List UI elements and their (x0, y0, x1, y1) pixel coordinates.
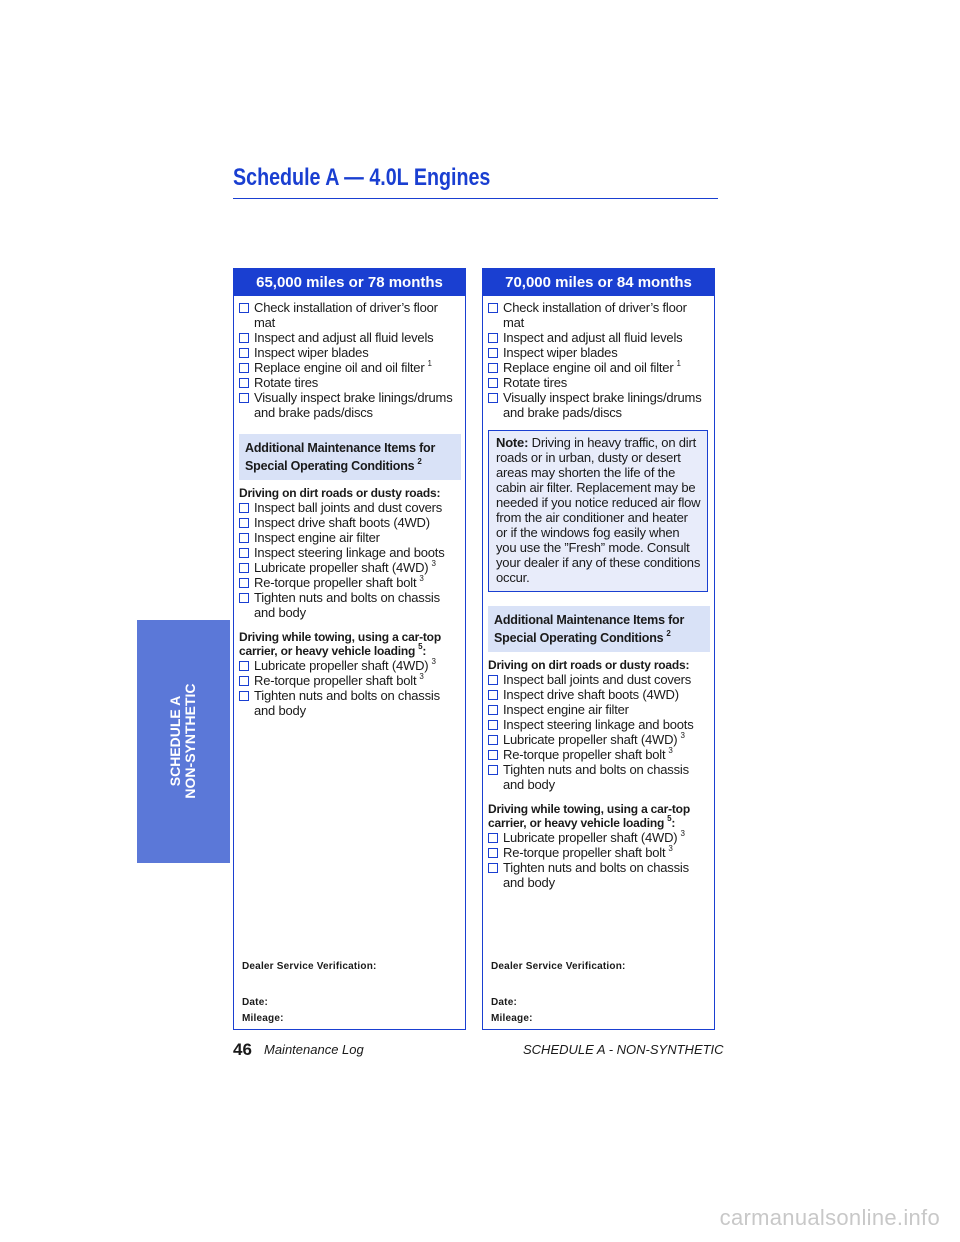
checkbox[interactable] (239, 578, 249, 588)
checkbox[interactable] (488, 348, 498, 358)
checklist-item-label: Tighten nuts and bolts on chassis and body (503, 860, 689, 890)
checklist-item-label: Inspect and adjust all fluid levels (503, 330, 683, 345)
footnote-ref: 3 (419, 672, 424, 681)
checklist-item-label: Re-torque propeller shaft bolt (254, 575, 417, 590)
checklist-item-label: Visually inspect brake linings/drums and brake pads/discs (254, 390, 453, 420)
schedule-column-70000 (482, 268, 715, 1030)
checklist-item-label: Re-torque propeller shaft bolt (503, 747, 666, 762)
footer-right: SCHEDULE A - NON-SYNTHETIC (523, 1042, 724, 1057)
title-rule (233, 198, 718, 199)
checklist-item-label: Re-torque propeller shaft bolt (503, 845, 666, 860)
footnote-ref: 3 (668, 844, 673, 853)
checkbox[interactable] (239, 503, 249, 513)
checkbox[interactable] (488, 378, 498, 388)
side-tab (137, 620, 230, 863)
checklist-item-label: Replace engine oil and oil filter (503, 360, 674, 375)
checklist-item (239, 515, 461, 530)
dealer-verification-label: Dealer Service Verification: (491, 961, 626, 972)
footnote-ref: 3 (680, 829, 685, 838)
checklist-item (488, 300, 710, 330)
footnote-ref: 1 (676, 359, 681, 368)
note-label: Note: (496, 435, 529, 450)
footnote-ref: 2 (666, 629, 671, 638)
dirt-roads-checklist (488, 672, 710, 792)
side-tab-line1: SCHEDULE A (167, 695, 183, 787)
checklist-item (488, 330, 710, 345)
additional-items-heading (488, 606, 710, 652)
checklist-item (239, 390, 461, 420)
checkbox[interactable] (488, 735, 498, 745)
checklist-item (488, 345, 710, 360)
routine-checklist (239, 300, 461, 420)
checklist-item-label: Inspect steering linkage and boots (254, 545, 445, 560)
mileage-label: Mileage: (491, 1013, 533, 1024)
footnote-ref: 3 (680, 731, 685, 740)
checkbox[interactable] (239, 691, 249, 701)
checklist-item-label: Inspect steering linkage and boots (503, 717, 694, 732)
checklist-item-label: Lubricate propeller shaft (4WD) (254, 560, 429, 575)
checkbox[interactable] (488, 393, 498, 403)
date-label: Date: (491, 997, 518, 1008)
checklist-item (239, 330, 461, 345)
column-body (234, 296, 465, 718)
towing-heading (239, 630, 461, 658)
checklist-item-label: Visually inspect brake linings/drums and brake pads/discs (503, 390, 702, 420)
checklist-item (239, 590, 461, 620)
checklist-item-label: Inspect drive shaft boots (4WD) (503, 687, 679, 702)
checklist-item (239, 688, 461, 718)
checkbox[interactable] (488, 765, 498, 775)
checklist-item (239, 345, 461, 360)
checklist-item-label: Tighten nuts and bolts on chassis and body (254, 590, 440, 620)
additional-heading-line2: Special Operating Conditions (494, 631, 664, 645)
checkbox[interactable] (488, 333, 498, 343)
footnote-ref: 5 (667, 814, 672, 823)
date-label: Date: (242, 997, 269, 1008)
checklist-item (488, 360, 710, 375)
watermark: carmanualsonline.info (719, 1205, 940, 1230)
towing-heading (488, 802, 710, 830)
checklist-item-label: Inspect and adjust all fluid levels (254, 330, 434, 345)
checkbox[interactable] (488, 848, 498, 858)
column-header: 65,000 miles or 78 months (234, 269, 465, 296)
checkbox[interactable] (488, 675, 498, 685)
checkbox[interactable] (488, 833, 498, 843)
checklist-item (239, 673, 461, 688)
checklist-item-label: Inspect ball joints and dust covers (254, 500, 443, 515)
additional-heading-line1: Additional Maintenance Items for (245, 441, 436, 455)
footer-left: Maintenance Log (264, 1042, 364, 1057)
footnote-ref: 3 (431, 657, 436, 666)
footnote-ref: 5 (418, 642, 423, 651)
checklist-item (488, 375, 710, 390)
checklist-item-label: Lubricate propeller shaft (4WD) (503, 830, 678, 845)
checklist-item (488, 390, 710, 420)
checklist-item-label: Inspect engine air filter (503, 702, 629, 717)
footnote-ref: 2 (417, 457, 422, 466)
checklist-item-label: Replace engine oil and oil filter (254, 360, 425, 375)
additional-heading-line2: Special Operating Conditions (245, 459, 415, 473)
checkbox[interactable] (239, 593, 249, 603)
checklist-item-label: Inspect ball joints and dust covers (503, 672, 692, 687)
checkbox[interactable] (488, 705, 498, 715)
checklist-item (488, 687, 710, 702)
checkbox[interactable] (239, 393, 249, 403)
checklist-item (488, 830, 710, 845)
checklist-item-label: Rotate tires (503, 375, 568, 390)
checklist-item-label: Tighten nuts and bolts on chassis and body (503, 762, 689, 792)
checkbox[interactable] (239, 333, 249, 343)
mileage-label: Mileage: (242, 1013, 284, 1024)
checklist-item (488, 672, 710, 687)
checklist-item (239, 545, 461, 560)
note-text: Driving in heavy traffic, on dirt roads or in urban, dusty or desert areas may shorten the life of the cabin air filter. Replacement may be needed if you notice reduced air flow from the air conditioner and heater or if the windows fog easily when you use the ”Fresh” mode. Consult your dealer if any of these conditions occur. (496, 435, 701, 585)
checklist-item (488, 860, 710, 890)
cabin-filter-note (488, 430, 708, 592)
footnote-ref: 3 (419, 574, 424, 583)
page-title: Schedule A — 4.0L Engines (233, 164, 491, 191)
towing-heading-text: Driving while towing, using a car-top carrier, or heavy vehicle loading (239, 630, 441, 658)
checklist-item (239, 560, 461, 575)
checklist-item (239, 360, 461, 375)
dealer-verification-label: Dealer Service Verification: (242, 961, 377, 972)
checkbox[interactable] (239, 363, 249, 373)
additional-items-heading (239, 434, 461, 480)
checkbox[interactable] (488, 363, 498, 373)
checklist-item (239, 375, 461, 390)
dirt-roads-heading: Driving on dirt roads or dusty roads: (488, 658, 690, 672)
checkbox[interactable] (239, 533, 249, 543)
checklist-item (239, 575, 461, 590)
footnote-ref: 3 (668, 746, 673, 755)
checkbox[interactable] (239, 518, 249, 528)
checklist-item-label: Re-torque propeller shaft bolt (254, 673, 417, 688)
checklist-item (239, 530, 461, 545)
checkbox[interactable] (488, 690, 498, 700)
checkbox[interactable] (239, 661, 249, 671)
dirt-roads-checklist (239, 500, 461, 620)
page-number: 46 (233, 1040, 252, 1059)
checklist-item-label: Rotate tires (254, 375, 319, 390)
side-tab-line2: NON-SYNTHETIC (182, 683, 198, 799)
dirt-roads-heading: Driving on dirt roads or dusty roads: (239, 486, 441, 500)
checklist-item (488, 702, 710, 717)
towing-checklist (488, 830, 710, 890)
checklist-item (488, 762, 710, 792)
footnote-ref: 1 (427, 359, 432, 368)
towing-heading-colon: : (422, 644, 427, 658)
checkbox[interactable] (239, 676, 249, 686)
schedule-column-65000 (233, 268, 466, 1030)
checklist-item-label: Inspect wiper blades (254, 345, 369, 360)
towing-heading-colon: : (671, 816, 676, 830)
checkbox[interactable] (488, 303, 498, 313)
checklist-item (488, 732, 710, 747)
checkbox[interactable] (239, 548, 249, 558)
checklist-item (239, 300, 461, 330)
checklist-item-label: Check installation of driver’s floor mat (254, 300, 438, 330)
checkbox[interactable] (239, 378, 249, 388)
checklist-item-label: Inspect engine air filter (254, 530, 380, 545)
checklist-item (239, 658, 461, 673)
checklist-item-label: Inspect wiper blades (503, 345, 618, 360)
checklist-item-label: Lubricate propeller shaft (4WD) (254, 658, 429, 673)
checklist-item-label: Inspect drive shaft boots (4WD) (254, 515, 430, 530)
checkbox[interactable] (239, 348, 249, 358)
checkbox[interactable] (488, 720, 498, 730)
towing-heading-text: Driving while towing, using a car-top carrier, or heavy vehicle loading (488, 802, 690, 830)
checklist-item (488, 717, 710, 732)
side-tab-label (168, 683, 198, 798)
towing-checklist (239, 658, 461, 718)
checkbox[interactable] (239, 563, 249, 573)
checklist-item-label: Check installation of driver’s floor mat (503, 300, 687, 330)
checkbox[interactable] (488, 750, 498, 760)
column-header: 70,000 miles or 84 months (483, 269, 714, 296)
checklist-item-label: Lubricate propeller shaft (4WD) (503, 732, 678, 747)
footnote-ref: 3 (431, 559, 436, 568)
checklist-item (488, 845, 710, 860)
checklist-item (239, 500, 461, 515)
routine-checklist (488, 300, 710, 420)
checklist-item (488, 747, 710, 762)
checkbox[interactable] (239, 303, 249, 313)
additional-heading-line1: Additional Maintenance Items for (494, 613, 685, 627)
checkbox[interactable] (488, 863, 498, 873)
column-body (483, 296, 714, 890)
checklist-item-label: Tighten nuts and bolts on chassis and body (254, 688, 440, 718)
